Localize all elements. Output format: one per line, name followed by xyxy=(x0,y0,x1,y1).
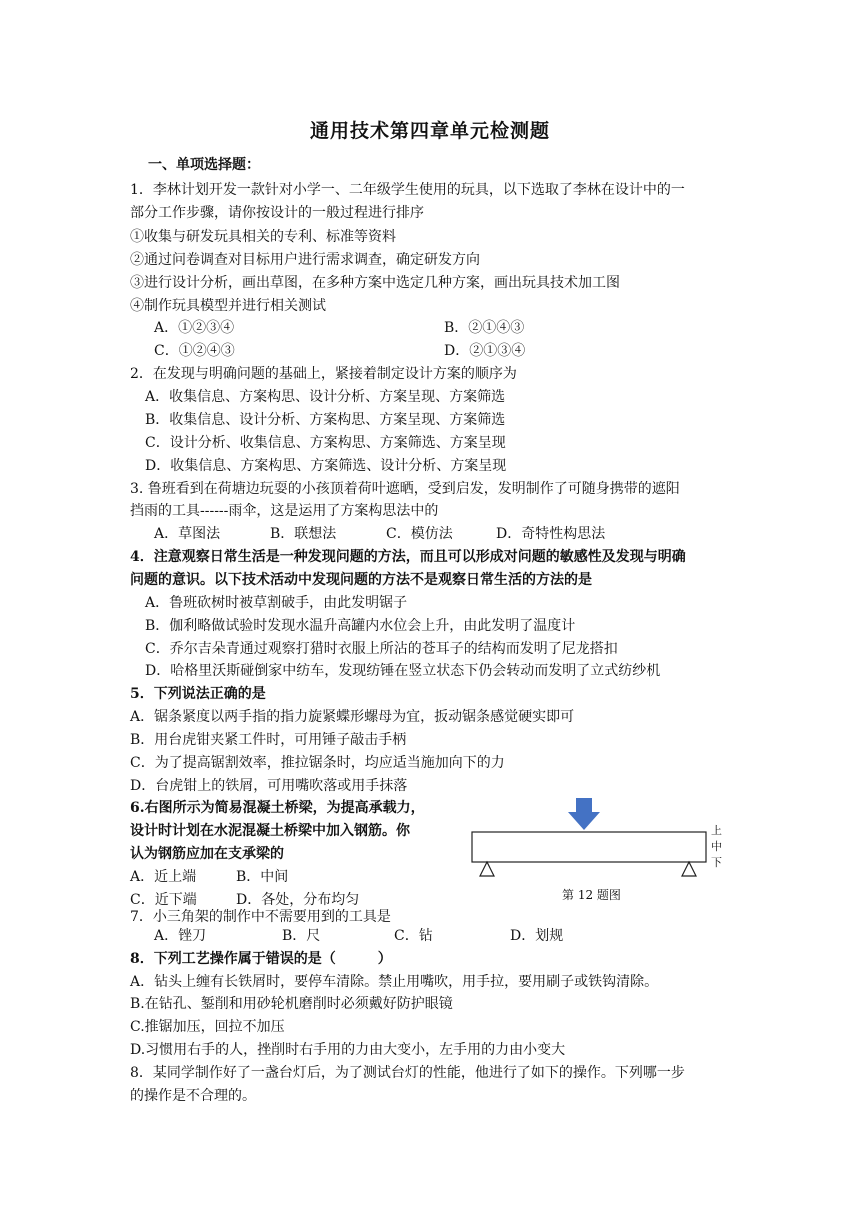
q8-option-c[interactable]: C.推锯加压，回拉不加压 xyxy=(130,1019,285,1035)
q5-stem: 5．下列说法正确的是 xyxy=(130,686,266,702)
q4-option-b[interactable]: B．伽利略做试验时发现水温升高罐内水位会上升，由此发明了温度计 xyxy=(145,618,576,634)
q6-option-a[interactable]: A．近上端 xyxy=(130,869,197,885)
q8-option-a[interactable]: A．钻头上缠有长铁屑时，要停车清除。禁止用嘴吹，用手拉，要用刷子或铁钩清除。 xyxy=(130,974,659,990)
q8-option-d[interactable]: D.习惯用右手的人，挫削时右手用的力由大变小，左手用的力由小变大 xyxy=(130,1042,566,1058)
q2-option-c[interactable]: C．设计分析、收集信息、方案构思、方案筛选、方案呈现 xyxy=(145,435,506,451)
q9-stem-line2: 的操作是不合理的。 xyxy=(130,1088,256,1104)
q6-option-b[interactable]: B．中间 xyxy=(236,869,289,885)
load-arrow-icon xyxy=(568,798,600,830)
q5-option-d[interactable]: D．台虎钳上的铁屑，可用嘴吹落或用手抹落 xyxy=(130,778,408,794)
q1-option-a[interactable]: A．①②③④ xyxy=(154,320,235,336)
q6-stem-line3: 认为钢筋应加在支承梁的 xyxy=(130,846,284,862)
q7-option-b[interactable]: B．尺 xyxy=(282,928,321,944)
label-middle: 中 xyxy=(711,840,722,853)
q2-option-b[interactable]: B．收集信息、设计分析、方案构思、方案呈现、方案筛选 xyxy=(145,412,506,428)
q1-step-1: ①收集与研发玩具相关的专利、标准等资料 xyxy=(130,229,396,245)
right-support-icon xyxy=(682,862,696,876)
q7-stem: 7．小三角架的制作中不需要用到的工具是 xyxy=(130,909,391,925)
label-bottom: 下 xyxy=(711,856,722,869)
q3-option-d[interactable]: D．奇特性构思法 xyxy=(496,526,606,542)
q4-option-d[interactable]: D．哈格里沃斯碰倒家中纺车，发现纺锤在竖立状态下仍会转动而发明了立式纺纱机 xyxy=(145,663,661,679)
q8-stem: 8．下列工艺操作属于错误的是（ ） xyxy=(130,951,392,967)
beam-rect xyxy=(472,832,706,862)
section-heading: 一、单项选择题： xyxy=(148,157,260,173)
q3-option-a[interactable]: A．草图法 xyxy=(154,526,221,542)
beam-figure xyxy=(468,798,730,908)
beam-diagram xyxy=(468,798,730,908)
q6-option-d[interactable]: D．各处，分布均匀 xyxy=(236,892,360,908)
q4-option-a[interactable]: A．鲁班砍树时被草割破手，由此发明锯子 xyxy=(145,595,408,611)
q9-stem-line1: 8．某同学制作好了一盏台灯后，为了测试台灯的性能，他进行了如下的操作。下列哪一步 xyxy=(130,1065,685,1081)
q1-option-b[interactable]: B．②①④③ xyxy=(444,320,525,336)
q1-stem-line2: 部分工作步骤，请你按设计的一般过程进行排序 xyxy=(130,205,424,221)
q7-option-d[interactable]: D．划规 xyxy=(510,928,564,944)
q6-stem-line1: 6.右图所示为简易混凝土桥梁，为提高承载力， xyxy=(130,800,425,816)
q2-option-a[interactable]: A．收集信息、方案构思、设计分析、方案呈现、方案筛选 xyxy=(145,389,506,405)
q1-option-c[interactable]: C．①②④③ xyxy=(154,343,235,359)
q3-stem-line2: 挡雨的工具------雨伞，这是运用了方案构思法中的 xyxy=(130,503,439,519)
q7-option-a[interactable]: A．锉刀 xyxy=(154,928,207,944)
q4-option-c[interactable]: C．乔尔吉朵青通过观察打猎时衣服上所沾的苍耳子的结构而发明了尼龙搭扣 xyxy=(145,641,618,657)
label-top: 上 xyxy=(711,824,722,837)
q1-step-3: ③进行设计分析，画出草图，在多种方案中选定几种方案，画出玩具技术加工图 xyxy=(130,275,620,291)
q7-option-c[interactable]: C．钻 xyxy=(394,928,433,944)
q6-stem-line2: 设计时计划在水泥混凝土桥梁中加入钢筋。你 xyxy=(130,823,410,839)
q3-stem-line1: 3. 鲁班看到在荷塘边玩耍的小孩顶着荷叶遮晒，受到启发，发明制作了可随身携带的遮阳 xyxy=(130,481,680,497)
page-title: 通用技术第四章单元检测题 xyxy=(309,120,550,142)
q1-step-4: ④制作玩具模型并进行相关测试 xyxy=(130,298,326,314)
q8-option-b[interactable]: B.在钻孔、錾削和用砂轮机磨削时必须戴好防护眼镜 xyxy=(130,996,453,1012)
q4-stem-line2: 问题的意识。以下技术活动中发现问题的方法不是观察日常生活的方法的是 xyxy=(130,572,592,588)
q3-option-c[interactable]: C．模仿法 xyxy=(386,526,453,542)
q2-stem: 2．在发现与明确问题的基础上，紧接着制定设计方案的顺序为 xyxy=(130,366,517,382)
q4-stem-line1: 4．注意观察日常生活是一种发现问题的方法，而且可以形成对问题的敏感性及发现与明确 xyxy=(130,549,686,565)
q1-step-2: ②通过问卷调查对目标用户进行需求调查，确定研发方向 xyxy=(130,252,480,268)
q1-stem-line1: 1．李林计划开发一款针对小学一、二年级学生使用的玩具，以下选取了李林在设计中的一 xyxy=(130,182,685,198)
q5-option-a[interactable]: A．锯条紧度以两手指的指力旋紧蝶形螺母为宜，扳动锯条感觉硬实即可 xyxy=(130,709,575,725)
figure-caption: 第 12 题图 xyxy=(562,888,621,902)
q1-option-d[interactable]: D．②①③④ xyxy=(444,343,526,359)
q3-option-b[interactable]: B．联想法 xyxy=(270,526,337,542)
q5-option-b[interactable]: B．用台虎钳夹紧工件时，可用锤子敲击手柄 xyxy=(130,732,407,748)
q6-option-c[interactable]: C．近下端 xyxy=(130,892,197,908)
left-support-icon xyxy=(480,862,494,876)
q2-option-d[interactable]: D．收集信息、方案构思、方案筛选、设计分析、方案呈现 xyxy=(145,458,507,474)
q5-option-c[interactable]: C．为了提高锯割效率，推拉锯条时，均应适当施加向下的力 xyxy=(130,755,505,771)
